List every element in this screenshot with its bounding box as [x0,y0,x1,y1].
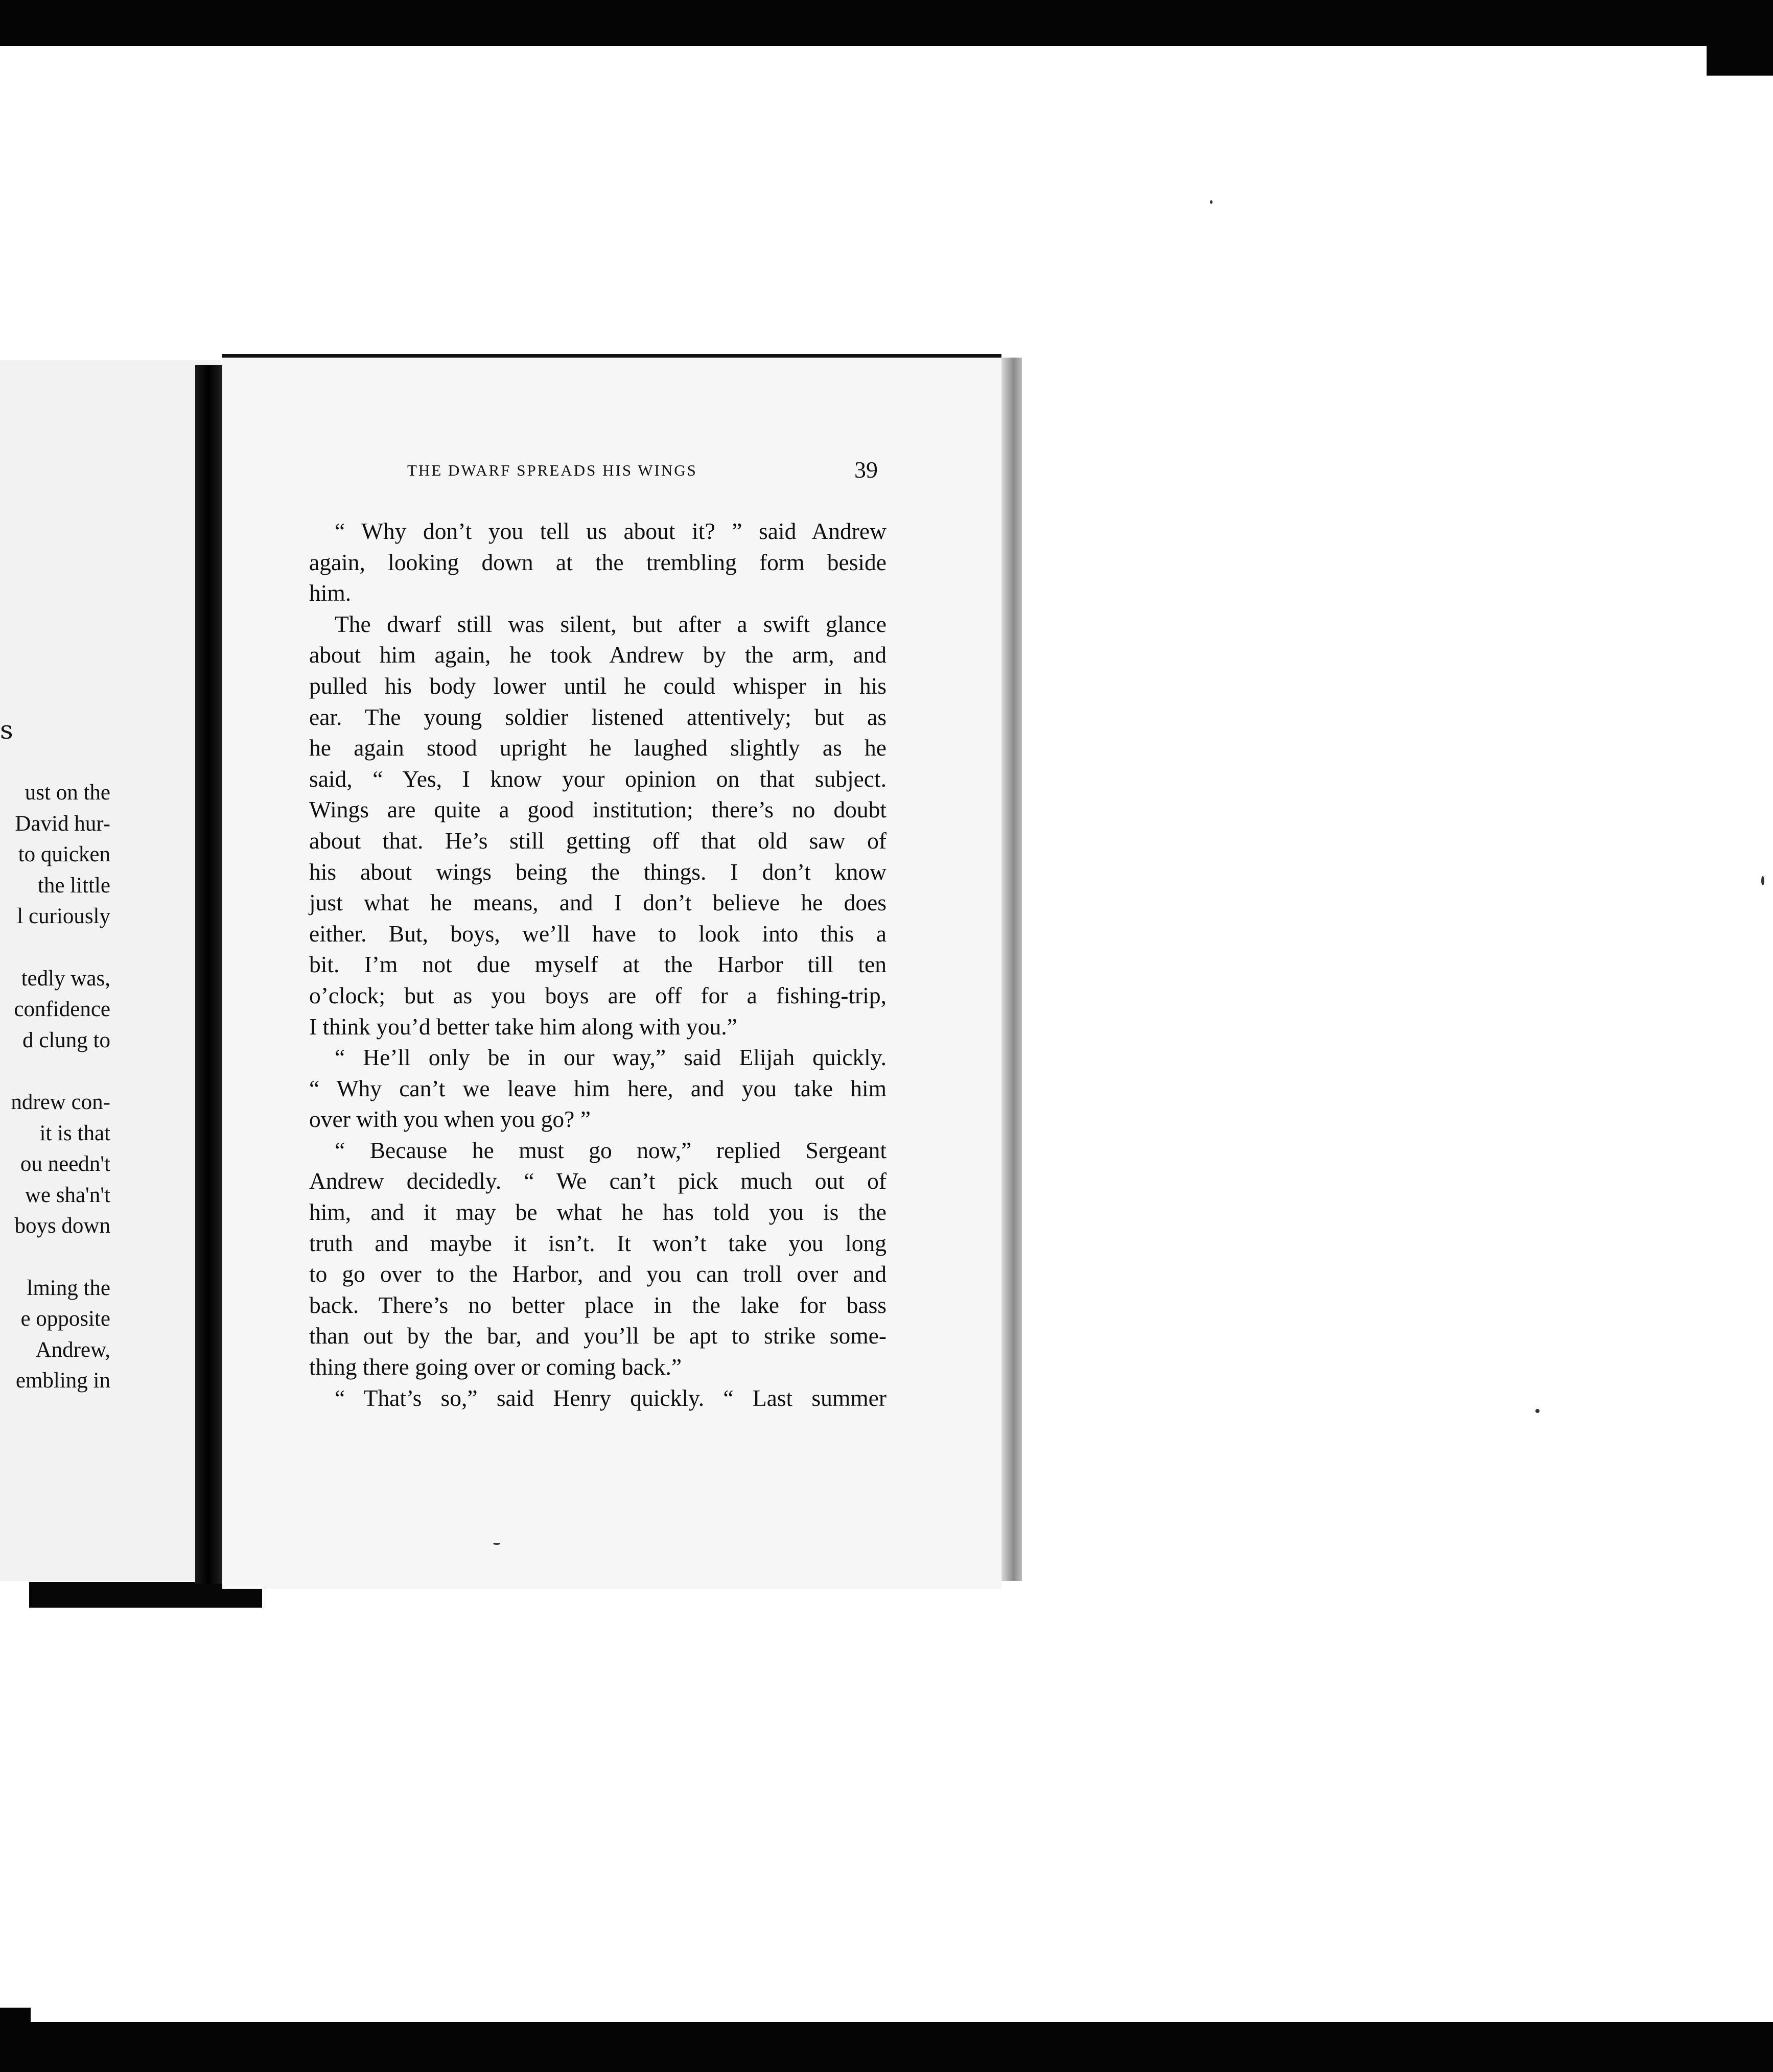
text-line: him, and it may be what he has told you is the [309,1199,886,1226]
scan-speck [1210,200,1212,204]
left-page-line: to quicken [18,842,110,867]
left-page-line: David hur- [15,811,110,836]
text-line: he again stood upright he laughed slightly as he [309,735,886,761]
text-line: Andrew decidedly. “ We can’t pick much out of [309,1168,886,1194]
left-page-line: ndrew con- [11,1090,110,1114]
left-page-line: ou needn't [20,1152,110,1176]
text-line: truth and maybe it isn’t. It won’t take you long [309,1230,886,1256]
text-line: over with you when you go? ” [309,1106,591,1133]
text-line: o’clock; but as you boys are off for a fishing-trip, [309,982,886,1008]
text-line: thing there going over or coming back.” [309,1354,682,1380]
text-line: ear. The young soldier listened attentively; but as [309,703,886,730]
scan-border-corner [1707,45,1773,76]
scan-speck [493,1543,500,1545]
scan-border-bottom [0,2022,1773,2072]
book-gutter [195,365,226,1584]
text-line: about that. He’s still getting off that old saw of [309,827,886,854]
text-line: “ He’ll only be in our way,” said Elijah quickly. [335,1044,886,1071]
left-page-line: we sha'n't [25,1183,110,1207]
text-line: The dwarf still was silent, but after a swift glance [335,610,886,637]
page-edge-shadow [1001,358,1022,1581]
text-line: his about wings being the things. I don’t know [309,858,886,885]
scan-border-top [0,0,1773,46]
left-page-line: tedly was, [21,966,110,991]
left-page-line: Andrew, [35,1337,110,1362]
text-line: just what he means, and I don’t believe he does [309,889,886,916]
text-line: bit. I’m not due myself at the Harbor till ten [309,951,886,978]
text-line: again, looking down at the trembling form beside [309,549,886,575]
left-page-line: e opposite [20,1307,110,1331]
text-line: “ Why can’t we leave him here, and you take him [309,1075,886,1101]
page-number: 39 [854,457,878,483]
text-line: either. But, boys, we’ll have to look into this a [309,920,886,947]
left-page-line: l curiously [17,904,110,929]
left-page-line: the little [37,873,110,898]
left-page-line: ust on the [25,781,110,805]
text-line: Wings are quite a good institution; there’s no doubt [309,796,886,823]
body-text [309,516,886,1414]
text-line: back. There’s no better place in the lake for bass [309,1291,886,1318]
left-page-line: embling in [15,1369,110,1393]
left-page-line: d clung to [22,1028,110,1052]
left-page [0,360,221,1581]
scan-speck [1535,1409,1539,1413]
text-line: I think you’d better take him along with you.” [309,1013,737,1040]
text-line: about him again, he took Andrew by the arm, and [309,642,886,668]
text-line: pulled his body lower until he could whisper in his [309,672,886,699]
left-page-line: it is that [39,1121,110,1145]
text-line: to go over to the Harbor, and you can troll over and [309,1261,886,1287]
text-line: said, “ Yes, I know your opinion on that subject. [309,765,886,792]
scan-speck [1761,876,1764,885]
text-line: than out by the bar, and you’ll be apt to strike some- [309,1323,886,1349]
left-page-line: boys down [14,1214,110,1238]
running-head: THE DWARF SPREADS HIS WINGS [407,461,697,479]
left-page-line: confidence [14,997,110,1022]
text-line: “ Why don’t you tell us about it? ” said Andrew [335,518,886,544]
left-page-heading-fragment: s [0,715,13,745]
text-line: “ That’s so,” said Henry quickly. “ Last summer [335,1384,886,1411]
left-page-line: lming the [27,1276,110,1300]
text-line: “ Because he must go now,” replied Sergeant [335,1137,886,1163]
text-line: him. [309,580,352,606]
